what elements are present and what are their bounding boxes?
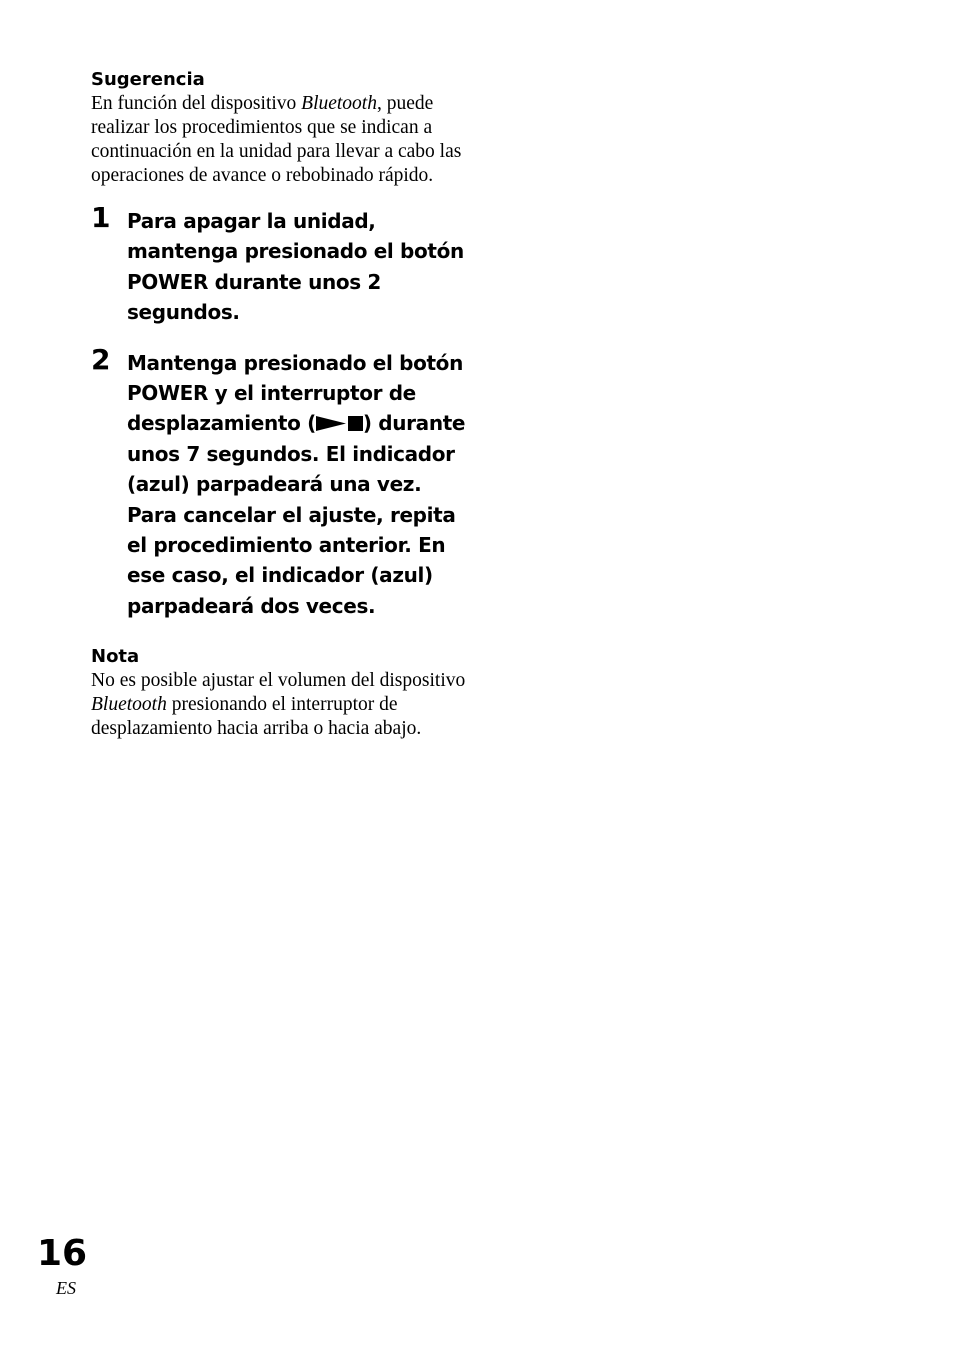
tip-heading: Sugerencia [91, 69, 205, 90]
stop-square-icon [348, 416, 363, 431]
step-2-text [127, 348, 471, 622]
tip-text-italic: Bluetooth [301, 93, 377, 114]
tip-text [91, 92, 471, 188]
play-triangle-icon [316, 415, 346, 432]
step-1-number: 1 [91, 201, 111, 234]
step-2-number: 2 [91, 342, 111, 376]
note-text-after: presionando el interruptor de desplazamiento hacia arriba o hacia abajo. [91, 694, 422, 740]
note-text-italic: Bluetooth [91, 694, 167, 716]
tip-text-before: En función del dispositivo [91, 93, 302, 114]
main-column [91, 68, 471, 741]
step-2-text-before: Mantenga presionado el botón POWER y el interruptor de desplazamiento ( [127, 350, 463, 436]
note-text [91, 669, 471, 741]
step-1-text: Para apagar la unidad, mantenga presionado el botón POWER durante unos 2 segundos. [127, 209, 464, 325]
tip-text-after: , puede realizar los procedimientos que se indican a continuación en la unidad para llevar a cabo las operaciones de avance o rebobinado rápido. [91, 93, 462, 186]
page-number: 16 [37, 1233, 88, 1274]
note-heading: Nota [91, 646, 140, 668]
play-stop-icon [316, 415, 363, 432]
language-code: ES [56, 1278, 76, 1298]
step-2-text-after: ) durante unos 7 segundos. El indicador (azul) parpadeará una vez. Para cancelar el ajuste, repita el procedimiento anterior. En ese caso, el indicador (azul) parpadeará dos veces. [127, 411, 466, 618]
step-1 [91, 201, 471, 328]
note-text-before: No es posible ajustar el volumen del dispositivo [91, 670, 466, 692]
step-2 [91, 342, 471, 622]
